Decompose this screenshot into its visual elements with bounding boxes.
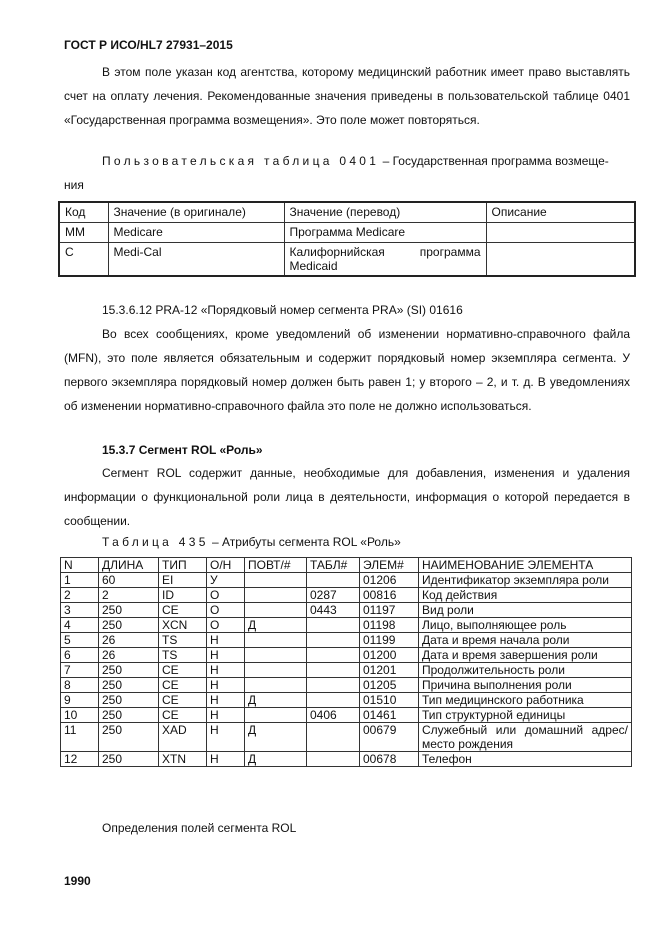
attr-table-cell: Д — [245, 618, 307, 633]
attr-table-cell: 01199 — [360, 633, 419, 648]
attr-table-cell: 0406 — [307, 708, 360, 723]
attr-table-cell: 250 — [99, 663, 159, 678]
attr-table-cell: TS — [159, 648, 207, 663]
attr-table-cell: Лицо, выполняющее роль — [419, 618, 632, 633]
attr-table-header-cell: О/Н — [207, 558, 245, 573]
attr-table-cell: 4 — [61, 618, 99, 633]
attr-table-cell: Н — [207, 708, 245, 723]
attr-table-cell: Служебный или домашний адрес/место рождения — [419, 723, 632, 752]
user-table-cell — [486, 242, 635, 276]
attr-table-cell: О — [207, 603, 245, 618]
attr-table-cell — [245, 663, 307, 678]
attr-table-header-cell: ПОВТ/# — [245, 558, 307, 573]
attr-table-cell: Н — [207, 678, 245, 693]
attr-table-cell: Д — [245, 723, 307, 752]
attr-table-cell: Н — [207, 693, 245, 708]
attr-table-cell: Продолжительность роли — [419, 663, 632, 678]
attr-table-cell: Дата и время завершения роли — [419, 648, 632, 663]
user-table-header-row — [59, 202, 635, 222]
attr-table-header-cell: ТИП — [159, 558, 207, 573]
attr-table-cell: Телефон — [419, 752, 632, 767]
attr-table-cell: 250 — [99, 618, 159, 633]
attr-table-cell: Причина выполнения роли — [419, 678, 632, 693]
attr-table-header-cell: N — [61, 558, 99, 573]
attr-table-cell: CE — [159, 678, 207, 693]
attr-table-row — [61, 603, 632, 618]
attr-table-cell: CE — [159, 693, 207, 708]
attr-table-cell: 00816 — [360, 588, 419, 603]
user-table-cell: Medi-Cal — [108, 242, 284, 276]
attr-table-cell: 250 — [99, 752, 159, 767]
attr-table-header-cell: НАИМЕНОВАНИЕ ЭЛЕМЕНТА — [419, 558, 632, 573]
attr-table-row — [61, 648, 632, 663]
attr-table-cell — [307, 693, 360, 708]
attr-table-cell: CE — [159, 663, 207, 678]
user-table-cell: Калифорнийская программа Medicaid — [284, 242, 486, 276]
attr-table-cell — [307, 752, 360, 767]
attr-table-cell — [245, 603, 307, 618]
attr-table-cell: Н — [207, 723, 245, 752]
attr-table-cell: 7 — [61, 663, 99, 678]
section-rol-heading: 15.3.7 Сегмент ROL «Роль» — [102, 443, 263, 457]
user-table-cell: C — [59, 242, 108, 276]
user-table-header-cell: Значение (в оригинале) — [108, 202, 284, 222]
section-rol-paragraph: Сегмент ROL содержит данные, необходимые для добавления, изменения и удаления информации о функциональной роли лица в деятельности, информация о которой передается в сообщении. — [64, 466, 630, 528]
attr-table-cell — [245, 678, 307, 693]
attr-table-cell: 8 — [61, 678, 99, 693]
attr-table-cell: 01510 — [360, 693, 419, 708]
attr-table-cell: TS — [159, 633, 207, 648]
attr-table-header-cell: ДЛИНА — [99, 558, 159, 573]
attr-table-cell: 3 — [61, 603, 99, 618]
attr-table-cell: 26 — [99, 648, 159, 663]
attr-table-cell: Н — [207, 752, 245, 767]
attr-table-cell — [245, 573, 307, 588]
attr-table-header-cell: ТАБЛ# — [307, 558, 360, 573]
user-table-cell — [486, 222, 635, 242]
user-table-caption-text: – Государственная программа возмеще- — [379, 154, 609, 168]
user-table-cell: Medicare — [108, 222, 284, 242]
attr-table-cell: О — [207, 588, 245, 603]
attr-table-cell: 01461 — [360, 708, 419, 723]
attr-table-cell: 01198 — [360, 618, 419, 633]
closing-line: Определения полей сегмента ROL — [102, 821, 297, 835]
attr-table-cell — [245, 648, 307, 663]
attr-table-cell: 01206 — [360, 573, 419, 588]
attr-table-cell: 00678 — [360, 752, 419, 767]
attr-table-435 — [60, 557, 632, 767]
user-table-row — [59, 222, 635, 242]
attr-table-cell: CE — [159, 708, 207, 723]
intro-paragraph: В этом поле указан код агентства, которому медицинский работник имеет право выставлять счет на оплату лечения. Рекомендованные значения приведены в пользовательской таблице 0401 «Государственная программа возмещения». Это поле может повторяться. — [64, 65, 630, 127]
user-table-header-cell: Описание — [486, 202, 635, 222]
attr-table-cell: 0443 — [307, 603, 360, 618]
attr-table-caption — [102, 535, 401, 549]
attr-table-cell: XTN — [159, 752, 207, 767]
attr-table-cell — [307, 633, 360, 648]
attr-table-cell: 01205 — [360, 678, 419, 693]
attr-table-cell: О — [207, 618, 245, 633]
attr-table-cell: Тип медицинского работника — [419, 693, 632, 708]
page-number: 1990 — [64, 874, 91, 888]
attr-table-row — [61, 588, 632, 603]
attr-table-cell: 60 — [99, 573, 159, 588]
attr-table-cell: Д — [245, 752, 307, 767]
attr-table-cell: 1 — [61, 573, 99, 588]
attr-table-cell: Н — [207, 663, 245, 678]
attr-table-cell — [245, 708, 307, 723]
attr-table-cell: 250 — [99, 693, 159, 708]
attr-table-cell: 01197 — [360, 603, 419, 618]
attr-table-cell: 2 — [61, 588, 99, 603]
attr-table-cell: CE — [159, 603, 207, 618]
attr-table-cell — [245, 633, 307, 648]
attr-table-cell: 0287 — [307, 588, 360, 603]
user-table-0401 — [58, 201, 636, 277]
user-table-cell: Программа Medicare — [284, 222, 486, 242]
user-table-caption-wrap: ния — [64, 178, 84, 192]
attr-table-cell: 01200 — [360, 648, 419, 663]
attr-table-cell: 6 — [61, 648, 99, 663]
attr-table-cell: 26 — [99, 633, 159, 648]
user-table-cell: MM — [59, 222, 108, 242]
attr-table-cell: 5 — [61, 633, 99, 648]
attr-table-cell: Д — [245, 693, 307, 708]
attr-table-cell: 250 — [99, 708, 159, 723]
section-pra12-paragraph: Во всех сообщениях, кроме уведомлений об изменении нормативно-справочного файла (MFN), это поле является обязательным и содержит порядковый номер экземпляра сегмента. У первого экземпляра порядковый номер должен быть равен 1; у второго – 2, и т. д. В уведомлениях об изменении нормативно-справочного файла это поле не должно использоваться. — [64, 327, 630, 413]
attr-table-cell: Вид роли — [419, 603, 632, 618]
attr-table-cell — [307, 678, 360, 693]
attr-table-row — [61, 708, 632, 723]
attr-table-cell: У — [207, 573, 245, 588]
attr-table-row — [61, 693, 632, 708]
attr-table-cell — [307, 723, 360, 752]
attr-table-row — [61, 618, 632, 633]
attr-table-cell: Н — [207, 633, 245, 648]
attr-table-cell: 250 — [99, 678, 159, 693]
document-header: ГОСТ Р ИСО/HL7 27931–2015 — [64, 38, 233, 52]
attr-table-cell — [307, 618, 360, 633]
attr-table-caption-label: Таблица 435 — [102, 535, 209, 549]
user-table-row — [59, 242, 635, 276]
attr-table-cell: 10 — [61, 708, 99, 723]
attr-table-cell: 11 — [61, 723, 99, 752]
attr-table-row — [61, 752, 632, 767]
attr-table-cell — [307, 648, 360, 663]
attr-table-header-cell: ЭЛЕМ# — [360, 558, 419, 573]
attr-table-cell: Код действия — [419, 588, 632, 603]
attr-table-cell: Дата и время начала роли — [419, 633, 632, 648]
attr-table-row — [61, 573, 632, 588]
attr-table-cell: 00679 — [360, 723, 419, 752]
attr-table-row — [61, 633, 632, 648]
attr-table-cell: 9 — [61, 693, 99, 708]
attr-table-cell: Идентификатор экземпляра роли — [419, 573, 632, 588]
attr-table-cell: Н — [207, 648, 245, 663]
attr-table-cell: EI — [159, 573, 207, 588]
attr-table-cell: 12 — [61, 752, 99, 767]
attr-table-caption-text: – Атрибуты сегмента ROL «Роль» — [208, 535, 401, 549]
attr-table-cell: 01201 — [360, 663, 419, 678]
user-table-header-cell: Значение (перевод) — [284, 202, 486, 222]
user-table-caption-label: Пользовательская таблица 0401 — [102, 154, 380, 168]
attr-table-cell — [307, 663, 360, 678]
attr-table-row — [61, 723, 632, 752]
user-table-header-cell: Код — [59, 202, 108, 222]
attr-table-cell: 2 — [99, 588, 159, 603]
attr-table-cell — [245, 588, 307, 603]
attr-table-cell: 250 — [99, 603, 159, 618]
attr-table-cell — [307, 573, 360, 588]
attr-table-row — [61, 678, 632, 693]
attr-table-cell: 250 — [99, 723, 159, 752]
section-pra12-heading: 15.3.6.12 PRA-12 «Порядковый номер сегмента PRA» (SI) 01616 — [102, 303, 463, 317]
attr-table-row — [61, 663, 632, 678]
attr-table-cell: ID — [159, 588, 207, 603]
attr-table-cell: Тип структурной единицы — [419, 708, 632, 723]
user-table-caption — [102, 154, 609, 168]
attr-table-cell: XAD — [159, 723, 207, 752]
attr-table-header-row — [61, 558, 632, 573]
attr-table-cell: XCN — [159, 618, 207, 633]
